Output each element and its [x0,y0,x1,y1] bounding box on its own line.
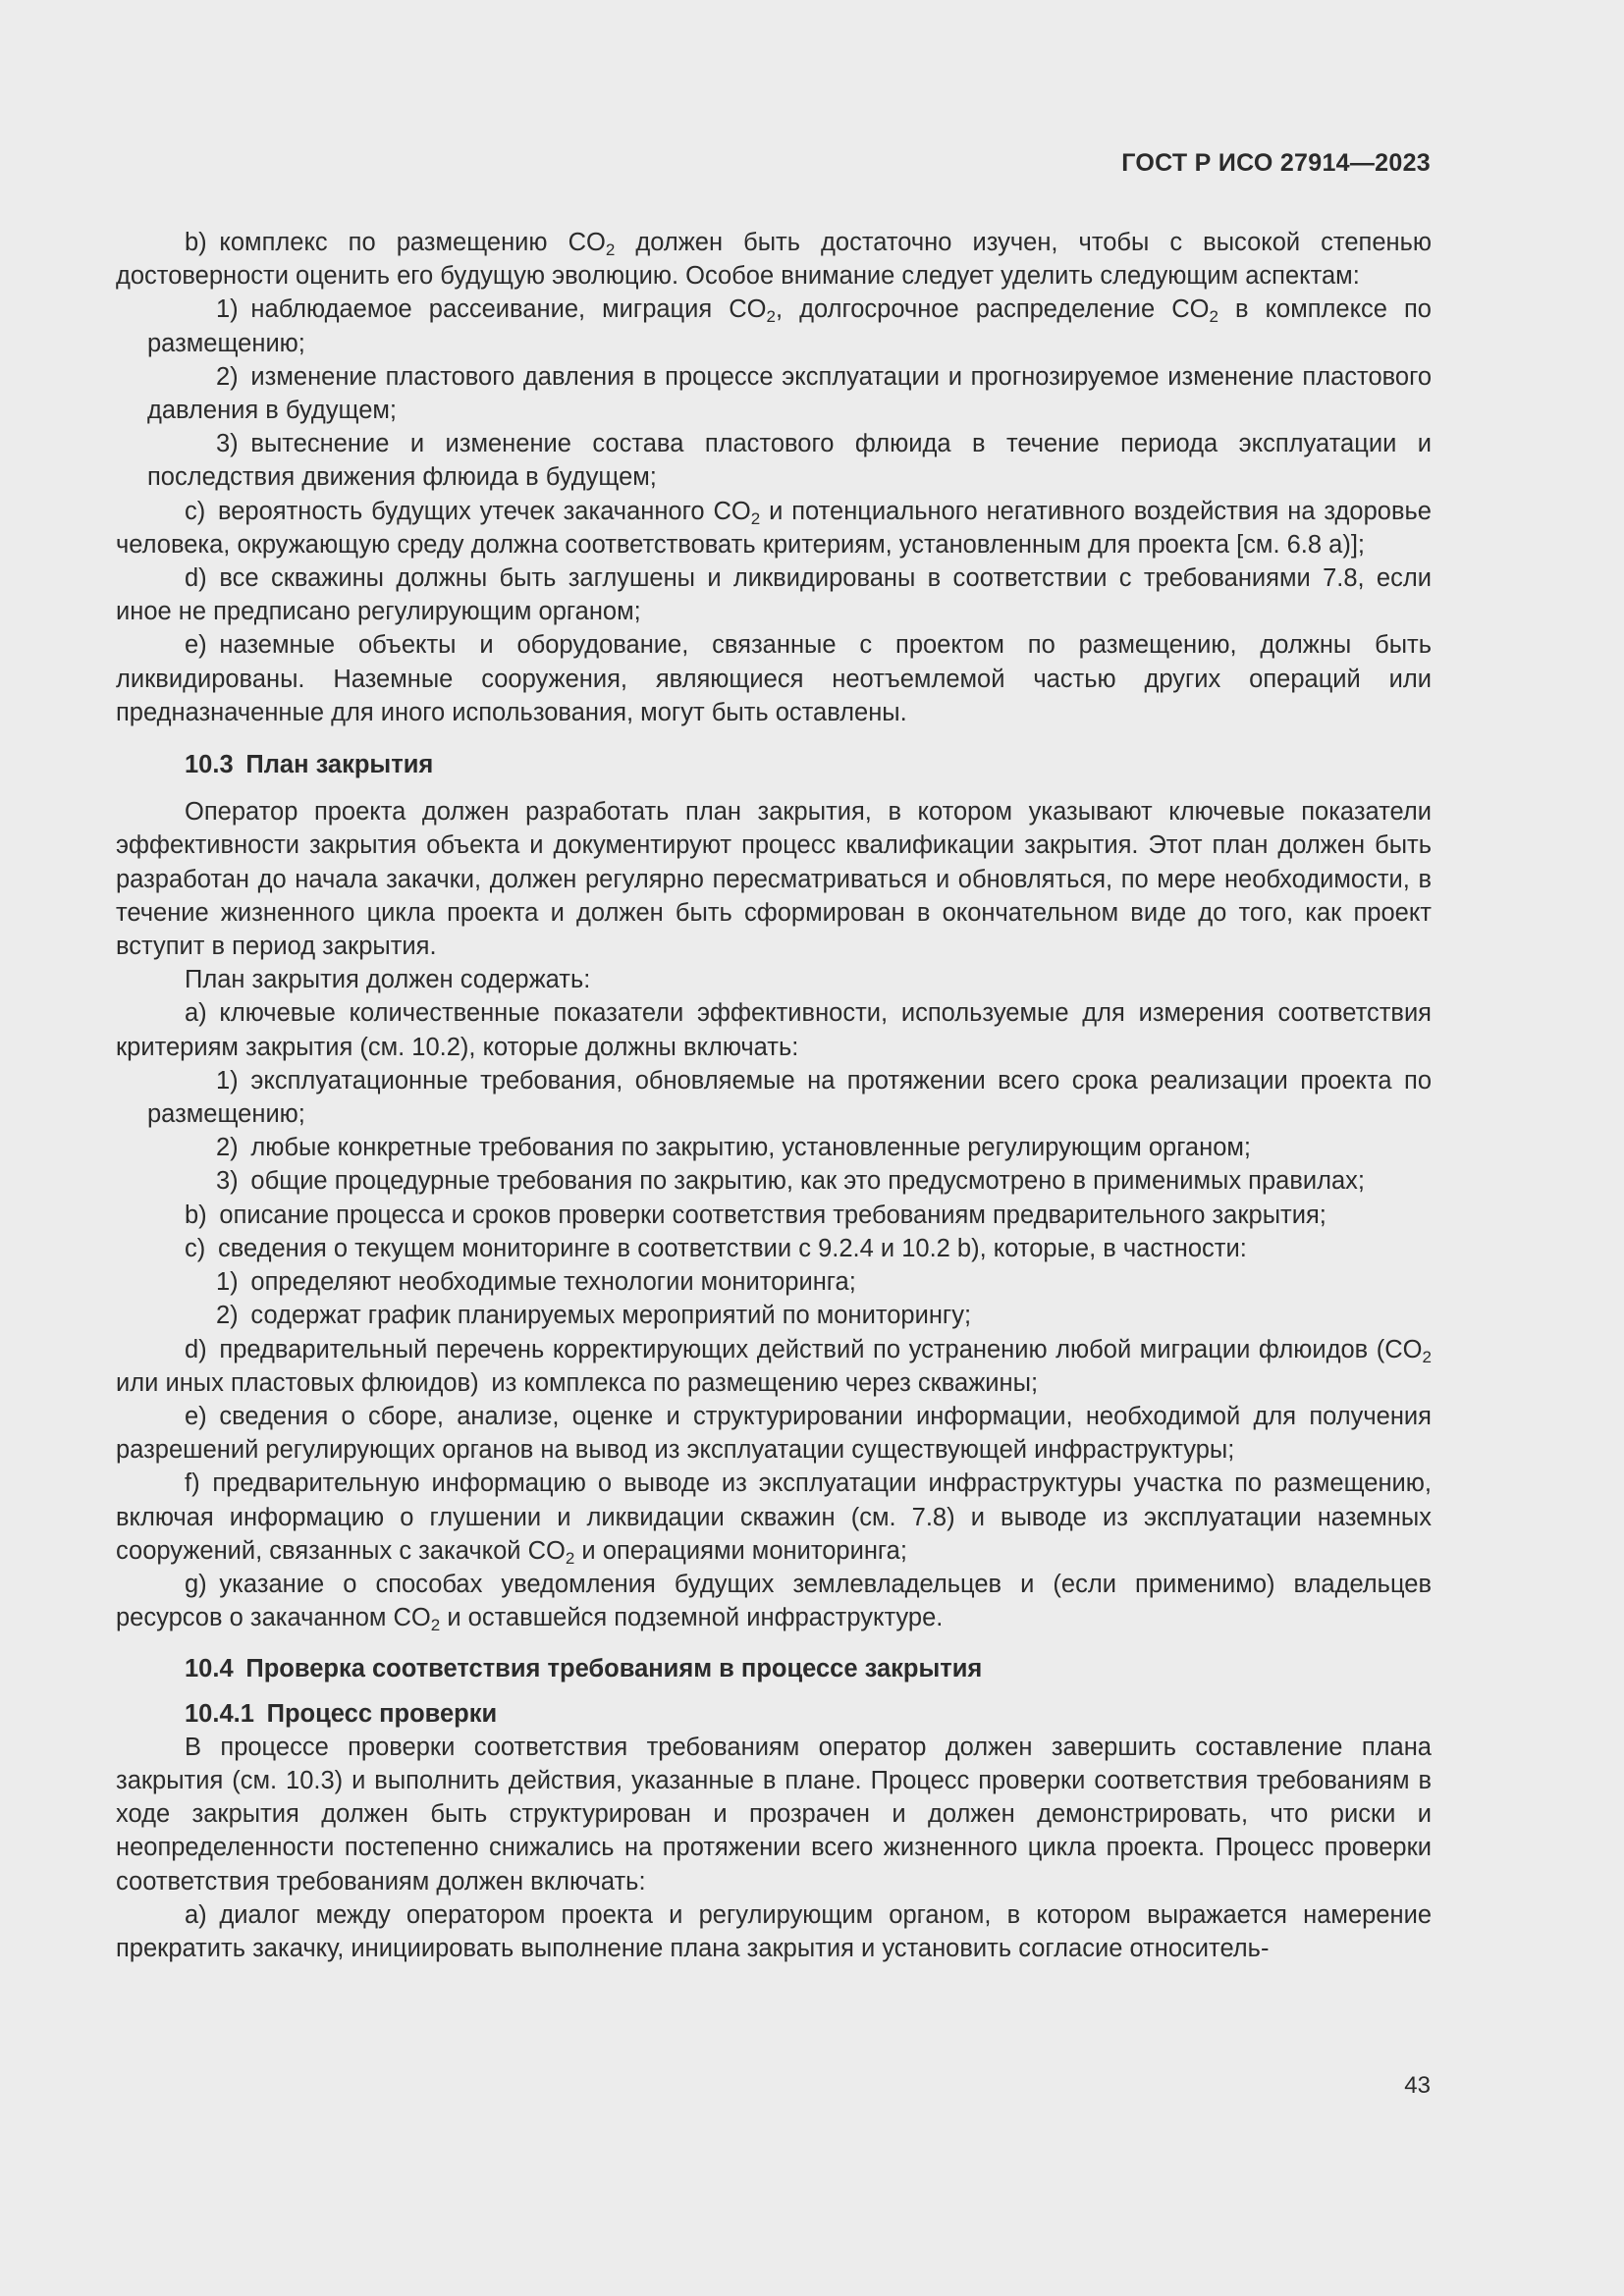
list-item-c: c) вероятность будущих утечек закачанного $CO_2$ и потенциального негативного воздействия на здоровье человека, окружающую среду должна соответствовать критериям, установленным для проекта [см. 6.8 a)]; [116,497,1432,559]
list-item-e: e) наземные объекты и оборудование, связанные с проектом по размещению, должны быть ликвидированы. Наземные сооружения, являющиеся неотъемлемой частью других операций или предназначенные для иного использования, могут быть оставлены. [116,631,1432,726]
plan-item-b: b) описание процесса и сроков проверки соответствия требованиям предварительного закрытия; [185,1201,1326,1229]
plan-item-e: e) сведения о сборе, анализе, оценке и структурировании информации, необходимой для получения разрешений регулирующих органов на вывод из эксплуатации существующей инфраструктуры; [116,1402,1432,1465]
standard-header: ГОСТ Р ИСО 27914—2023 [1121,149,1431,177]
plan-item-c1: 1) определяют необходимые технологии мониторинга; [216,1268,856,1297]
list-item-b1: 1) наблюдаемое рассеивание, миграция $CO_2$, долгосрочное распределение $CO_2$ в комплексе по размещению; [147,295,1432,357]
paragraph-10-3: Оператор проекта должен разработать план закрытия, в котором указывают ключевые показатели эффективности закрытия объекта и документируют процесс квалификации закрытия. Этот план должен быть разработан до начала закачки, должен регулярно пересматриваться и обновляться, по мере необходимости, в течение жизненного цикла проекта и должен быть сформирован в окончательном виде до того, как проект вступит в период закрытия. [116,798,1432,961]
page-number: 43 [1404,2072,1431,2099]
page-content [116,226,1432,1965]
plan-item-c: c) сведения о текущем мониторинге в соответствии с 9.2.4 и 10.2 b), которые, в частности: [185,1234,1247,1262]
plan-item-a2: 2) любые конкретные требования по закрытию, установленные регулирующим органом; [216,1134,1251,1162]
list-item-b3: 3) вытеснение и изменение состава пластового флюида в течение периода эксплуатации и последствия движения флюида в будущем; [147,430,1432,492]
plan-item-a3: 3) общие процедурные требования по закрытию, как это предусмотрено в применимых правилах; [216,1167,1366,1196]
paragraph-10-4-1: В процессе проверки соответствия требованиям оператор должен завершить составление плана закрытия (см. 10.3) и выполнить действия, указанные в плане. Процесс проверки соответствия требованиям в ходе закрытия должен быть структурирован и прозрачен и должен демонстрировать, что риски и неопределенности постепенно снижались на протяжении всего жизненного цикла проекта. Процесс проверки соответствия требованиям должен включать: [116,1733,1432,1896]
subsection-heading-10-4-1: 10.4.1 Процесс проверки [185,1699,498,1728]
list-item-b: b) комплекс по размещению $CO_2$ должен быть достаточно изучен, чтобы с высокой степенью достоверности оценить его будущую эволюцию. Особое внимание следует уделить следующим аспектам: [116,229,1432,291]
plan-item-d: d) предварительный перечень корректирующих действий по устранению любой миграции флюидов ($CO_2$ или иных пластовых флюидов) из комплекса по размещению через скважины; [116,1335,1432,1397]
section-heading-10-3: 10.3 План закрытия [185,751,434,779]
section-heading-10-4: 10.4 Проверка соответствия требованиям в процессе закрытия [185,1655,983,1683]
check-item-a: a) диалог между оператором проекта и регулирующим органом, в котором выражается намерение прекратить закачку, инициировать выполнение плана закрытия и установить согласие относитель- [116,1900,1432,1962]
plan-item-g: g) указание о способах уведомления будущих землевладельцев и (если применимо) владельцев ресурсов о закачанном $CO_2$ и оставшейся подземной инфраструктуре. [116,1570,1432,1635]
plan-intro: План закрытия должен содержать: [185,966,591,994]
plan-item-a: a) ключевые количественные показатели эффективности, используемые для измерения соответствия критериям закрытия (см. 10.2), которые должны включать: [116,999,1432,1061]
plan-item-f: f) предварительную информацию о выводе из эксплуатации инфраструктуры участка по размещению, включая информацию о глушении и ликвидации скважин (см. 7.8) и выводе из эксплуатации наземных сооружений, связанных с закачкой $CO_2$ и операциями мониторинга; [116,1469,1432,1568]
plan-item-c2: 2) содержат график планируемых мероприятий по мониторингу; [216,1302,972,1330]
list-item-d: d) все скважины должны быть заглушены и ликвидированы в соответствии с требованиями 7.8, если иное не предписано регулирующим органом; [116,564,1432,626]
list-item-b2: 2) изменение пластового давления в процессе эксплуатации и прогнозируемое изменение пластового давления в будущем; [147,362,1432,425]
plan-item-a1: 1) эксплуатационные требования, обновляемые на протяжении всего срока реализации проекта по размещению; [147,1066,1432,1129]
